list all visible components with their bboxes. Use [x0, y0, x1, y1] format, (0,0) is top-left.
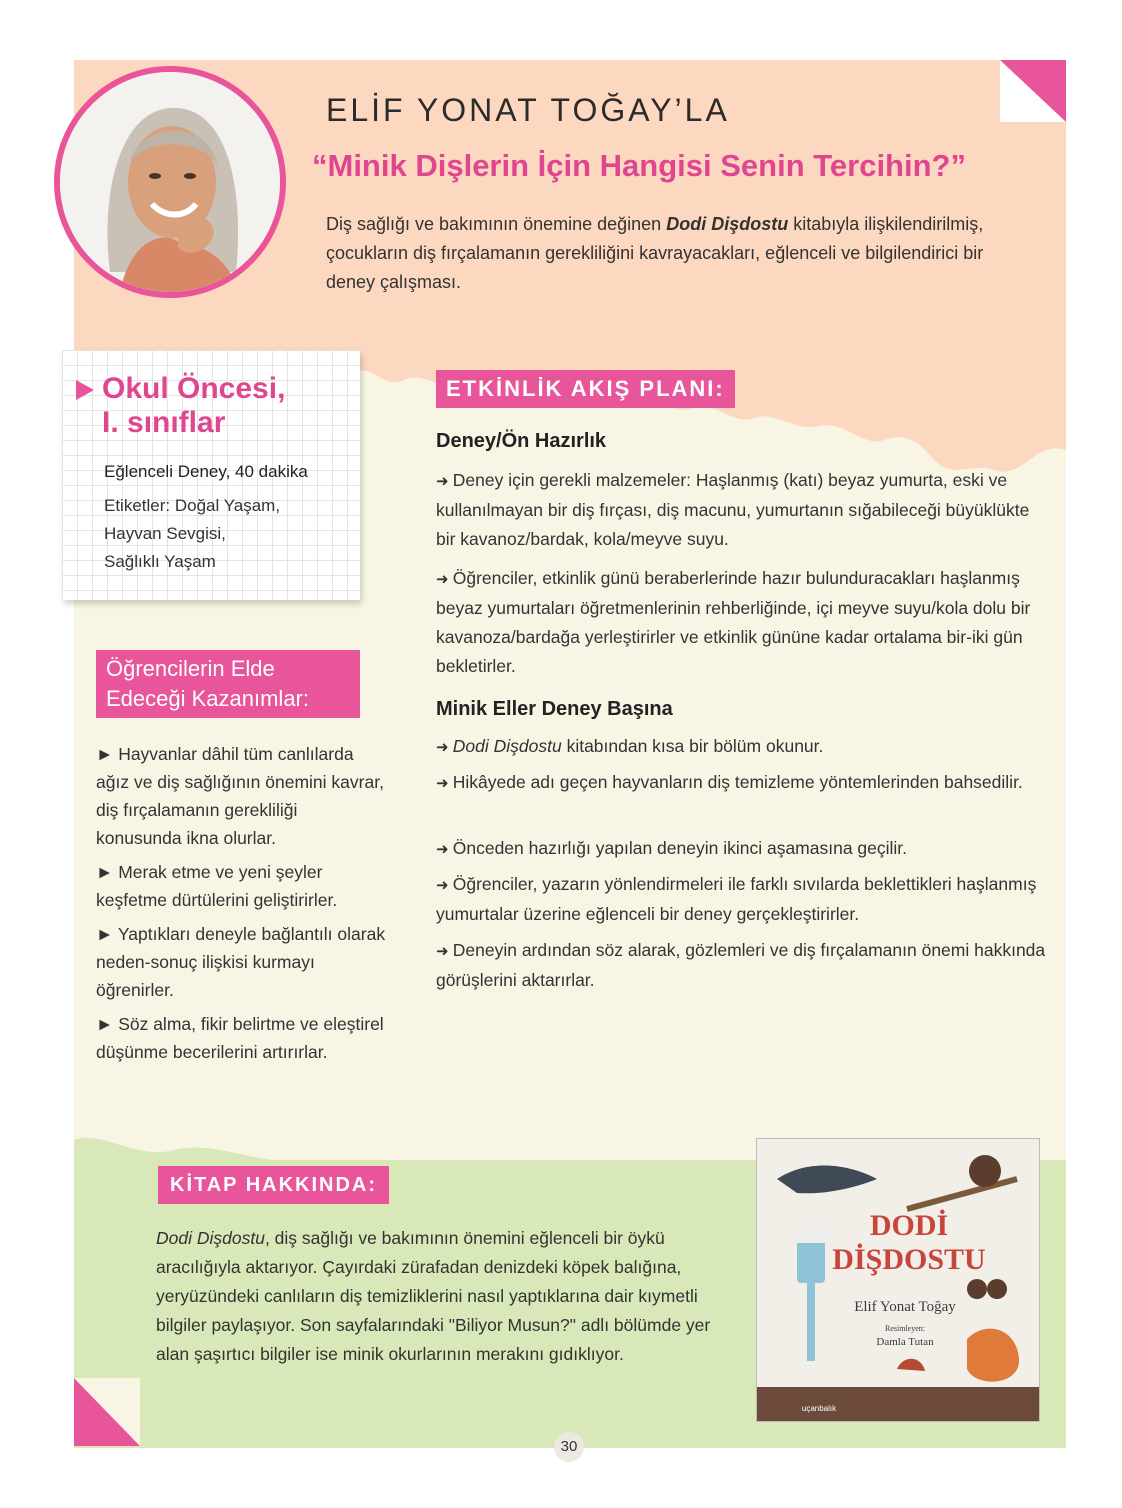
- section-title-preparation: Deney/Ön Hazırlık: [436, 430, 607, 452]
- tags-line3: Sağlıklı Yaşam: [104, 552, 216, 571]
- gains-item-text: Merak etme ve yeni şeyler keşfetme dürtülerini geliştirirler.: [96, 862, 338, 910]
- flow-item: [436, 732, 1046, 762]
- tags: [104, 492, 344, 576]
- flow-item: [436, 564, 1046, 681]
- flow-item-text: Deneyin ardından söz alarak, gözlemleri ve diş fırçalamanın önemi hakkında görüşlerini aktarırlar.: [436, 940, 1046, 990]
- flow-item-text: kitabından kısa bir bölüm okunur.: [561, 736, 824, 756]
- corner-fold-bottom-left: [74, 1378, 140, 1446]
- corner-fold-top-right: [1000, 60, 1066, 122]
- cover-author: Elif Yonat Toğay: [854, 1299, 956, 1315]
- gains-list: [96, 740, 386, 1072]
- flow-item-text: Öğrenciler, etkinlik günü beraberlerinde hazır bulunduracakları haşlanmış beyaz yumurtaları öğretmenlerinin rehberliğinde, içi meyve suyu/kola dolu bir kavanoza/bardağa yerleştirirler ve etkinlik gününe kadar ortalama bir-iki gün bekletirler.: [436, 568, 1031, 676]
- gains-item-text: Hayvanlar dâhil tüm canlılarda ağız ve diş sağlığının önemini kavrar, diş fırçalamanın gerekliliği konusunda ikna olurlar.: [96, 744, 384, 848]
- flow-item: [436, 768, 1046, 798]
- intro-text-start: Diş sağlığı ve bakımının önemine değinen: [326, 214, 667, 234]
- triangle-bullet-icon: ►: [96, 862, 119, 882]
- arrow-right-icon: ➜: [436, 473, 453, 490]
- triangle-bullet-icon: ►: [96, 744, 119, 764]
- section-title-experiment: Minik Eller Deney Başına: [436, 698, 673, 720]
- cover-illustrator: Damla Tutan: [876, 1336, 934, 1348]
- flow-item: [436, 466, 1046, 554]
- gains-label: [96, 650, 360, 718]
- grade-level: [102, 372, 342, 440]
- flow-item-text: Hikâyede adı geçen hayvanların diş temizleme yöntemlerinden bahsedilir.: [452, 772, 1023, 792]
- gains-label-line1: Öğrencilerin Elde: [106, 656, 275, 681]
- cover-title-line1: DODİ: [869, 1209, 949, 1242]
- arrow-right-icon: ➜: [436, 775, 453, 792]
- gains-item: [96, 920, 386, 1004]
- book-description-title: Dodi Dişdostu: [156, 1228, 265, 1248]
- grade-level-line2: I. sınıflar: [102, 406, 226, 439]
- cover-publisher: uçanbalık: [801, 1404, 837, 1413]
- author-portrait: [54, 66, 286, 298]
- flow-item: [436, 834, 1046, 864]
- intro-book-title: Dodi Dişdostu: [666, 214, 789, 234]
- arrow-right-icon: ➜: [436, 877, 453, 894]
- about-book-label: KİTAP HAKKINDA:: [158, 1166, 389, 1204]
- cover-title-line2: DİŞDOSTU: [832, 1243, 986, 1276]
- book-description-text: , diş sağlığı ve bakımının önemini eğlenceli bir öykü aracılığıyla aktarıyor. Çayırdaki zürafadan denizdeki köpek balığına, yeryüzündeki canlıların diş temizliklerini nasıl yaptıklarına dair kıymetli bilgiler paylaşıyor. Son sayfalarındaki "Biliyor Musun?" adlı bölümde yer alan şaşırtıcı bilgiler ise minik okurlarının merakını gıdıklıyor.: [156, 1228, 711, 1364]
- monkey-illustration: [969, 1155, 1001, 1187]
- triangle-bullet-icon: ►: [96, 924, 118, 944]
- flow-item-text: Öğrenciler, yazarın yönlendirmeleri ile farklı sıvılarda beklettikleri haşlanmış yumurtalar üzerine eğlenceli bir deney gerçekleştirirler.: [436, 874, 1037, 924]
- flow-item-text: Önceden hazırlığı yapılan deneyin ikinci aşamasına geçilir.: [452, 838, 908, 858]
- grade-level-line1: Okul Öncesi,: [102, 372, 286, 405]
- gains-item-text: Yaptıkları deneyle bağlantılı olarak neden-sonuç ilişkisi kurmayı öğrenirler.: [96, 924, 386, 1000]
- flow-item-text: Deney için gerekli malzemeler: Haşlanmış (katı) beyaz yumurta, eski ve kullanılmayan bir diş fırçası, diş macunu, yumurtanın sığabileceği büyüklükte bir kavanoz/bardak, kola/meyve suyu.: [436, 470, 1030, 549]
- toothbrush-character: [797, 1237, 825, 1283]
- activity-type: Eğlenceli Deney, 40 dakika: [104, 462, 308, 481]
- arrow-right-icon: ➜: [436, 571, 453, 588]
- gains-item: [96, 858, 386, 914]
- flow-item: [436, 936, 1046, 995]
- book-cover-image: [756, 1138, 1040, 1422]
- page-number: 30: [554, 1432, 584, 1462]
- gains-item-text: Söz alma, fikir belirtme ve eleştirel düşünme becerilerini artırırlar.: [96, 1014, 384, 1062]
- tags-line1: Etiketler: Doğal Yaşam,: [104, 496, 281, 515]
- cover-illustrator-label: Resimleyen:: [885, 1324, 925, 1333]
- play-arrow-icon: [76, 380, 94, 400]
- triangle-bullet-icon: ►: [96, 1014, 119, 1034]
- flow-item: [436, 870, 1046, 929]
- arrow-right-icon: ➜: [436, 943, 453, 960]
- activity-question-title: “Minik Dişlerin İçin Hangisi Senin Tercihin?”: [312, 148, 966, 183]
- author-title: ELİF YONAT TOĞAY’LA: [326, 92, 730, 128]
- intro-paragraph: [326, 210, 1026, 297]
- flow-plan-label: ETKİNLİK AKIŞ PLANI:: [436, 370, 735, 408]
- book-description: [156, 1224, 738, 1369]
- arrow-right-icon: ➜: [436, 739, 453, 756]
- gains-item: [96, 740, 386, 852]
- grade-info-card: [62, 350, 360, 600]
- arrow-right-icon: ➜: [436, 841, 453, 858]
- flow-item-book-title: Dodi Dişdostu: [452, 736, 562, 756]
- intro-text-end: kitabıyla ilişkilendirilmiş, çocukların diş fırçalamanın gerekliliğini kavrayacakları, eğlenceli ve bilgilendirici bir deney çalışması.: [326, 214, 984, 292]
- tags-line2: Hayvan Sevgisi,: [104, 524, 226, 543]
- gains-label-line2: Edeceği Kazanımlar:: [106, 686, 309, 711]
- gains-item: [96, 1010, 386, 1066]
